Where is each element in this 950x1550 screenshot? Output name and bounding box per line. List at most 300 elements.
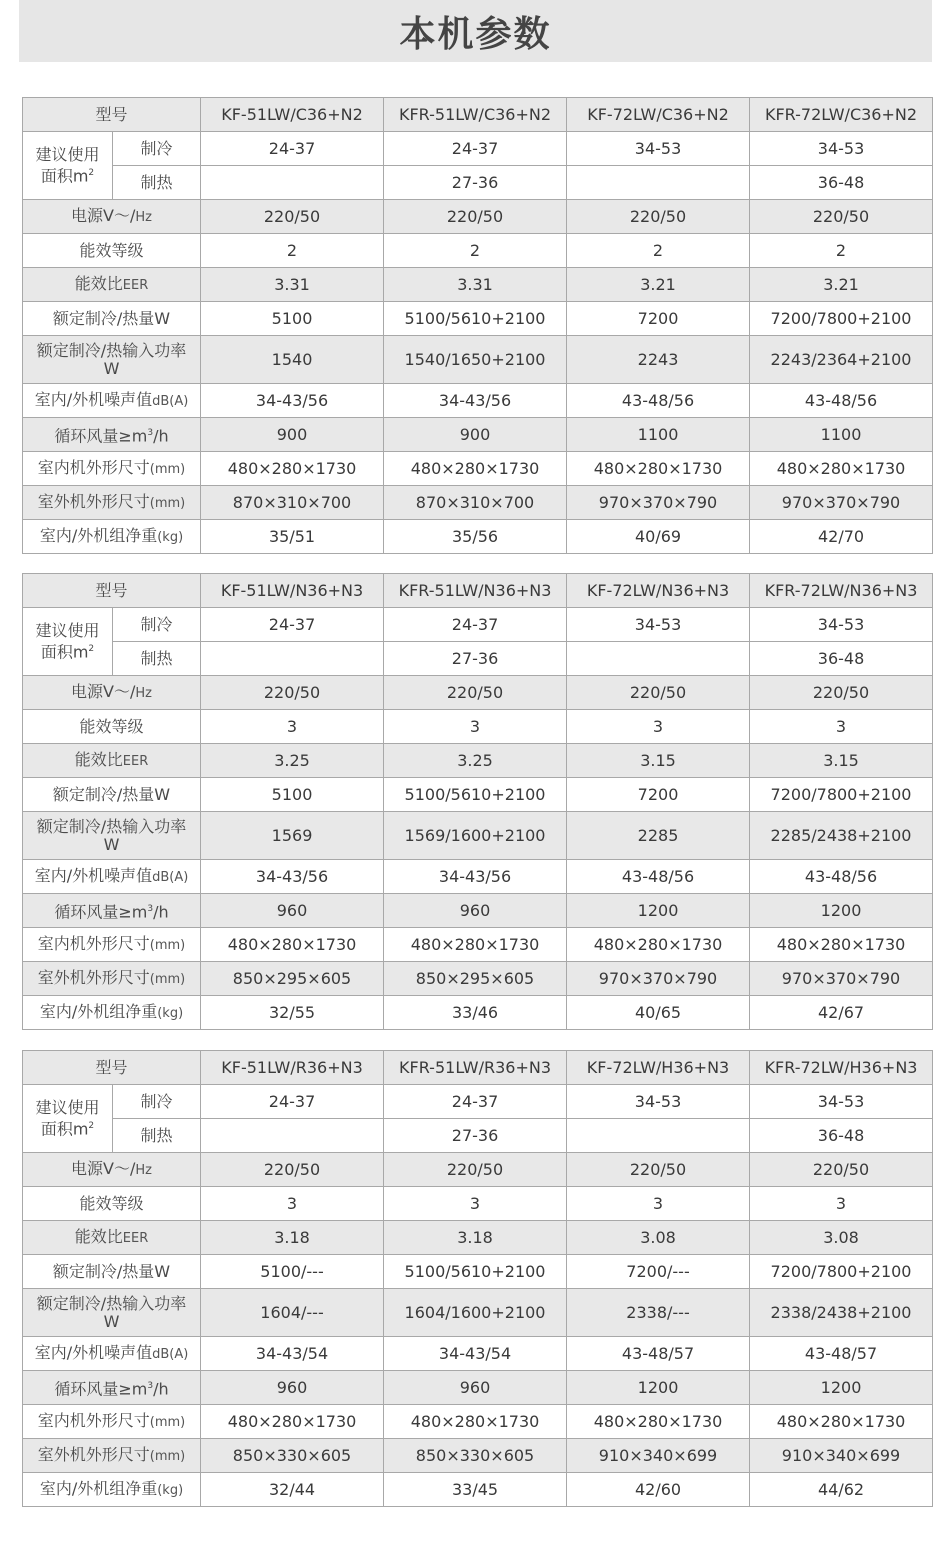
spec-row-eer <box>23 1221 933 1255</box>
value-cell: 1604/--- <box>201 1289 384 1337</box>
value-cell: 7200/7800+2100 <box>750 302 933 336</box>
spec-row-cool <box>23 132 933 166</box>
row-label-input <box>23 1289 201 1337</box>
value-cell: 43-48/56 <box>750 384 933 418</box>
value-cell: 5100 <box>201 302 384 336</box>
row-label-text: 制冷 <box>140 614 173 634</box>
row-label-text: dB(A) <box>152 869 189 885</box>
value-cell: 5100/5610+2100 <box>384 1255 567 1289</box>
value-cell: 36-48 <box>750 642 933 676</box>
row-label-text: (mm) <box>149 1414 186 1430</box>
row-label-noise <box>23 384 201 418</box>
value-cell: 35/51 <box>201 520 384 554</box>
spec-row-input <box>23 812 933 860</box>
value-cell: 220/50 <box>750 676 933 710</box>
value-cell: 33/46 <box>384 996 567 1030</box>
row-label-weight <box>23 1473 201 1507</box>
row-label-text: 面积m <box>40 642 89 662</box>
value-cell: 24-37 <box>384 132 567 166</box>
value-cell: 1200 <box>750 894 933 928</box>
row-label-text: 3 <box>147 903 154 914</box>
value-cell: 2243/2364+2100 <box>750 336 933 384</box>
value-cell: 970×370×790 <box>567 962 750 996</box>
value-cell: 43-48/56 <box>567 860 750 894</box>
value-cell: 220/50 <box>384 1153 567 1187</box>
value-cell: 850×330×605 <box>201 1439 384 1473</box>
value-cell: 35/56 <box>384 520 567 554</box>
row-label-text: 制热 <box>140 648 173 668</box>
row-label-input <box>23 336 201 384</box>
spec-row-indoor <box>23 928 933 962</box>
value-cell: 40/65 <box>567 996 750 1030</box>
value-cell: 480×280×1730 <box>201 452 384 486</box>
spec-row-outdoor <box>23 962 933 996</box>
value-cell: 3 <box>750 710 933 744</box>
value-cell: 970×370×790 <box>750 486 933 520</box>
value-cell: 480×280×1730 <box>750 452 933 486</box>
value-cell: 34-53 <box>567 132 750 166</box>
spec-row-indoor <box>23 452 933 486</box>
value-cell: 480×280×1730 <box>201 928 384 962</box>
row-label-text: 能效等级 <box>79 716 144 736</box>
row-label-text: W <box>103 834 120 854</box>
value-cell: 1569/1600+2100 <box>384 812 567 860</box>
value-cell <box>567 166 750 200</box>
value-cell: 1540/1650+2100 <box>384 336 567 384</box>
row-label-weight <box>23 996 201 1030</box>
spec-row-heat <box>23 1119 933 1153</box>
value-cell: 970×370×790 <box>567 486 750 520</box>
value-cell: 480×280×1730 <box>750 1405 933 1439</box>
value-cell: 970×370×790 <box>750 962 933 996</box>
value-cell: 480×280×1730 <box>384 928 567 962</box>
spec-row-power <box>23 200 933 234</box>
spec-row-grade <box>23 710 933 744</box>
value-cell: 850×330×605 <box>384 1439 567 1473</box>
row-label-text: EER <box>122 1230 149 1246</box>
value-cell: 7200/--- <box>567 1255 750 1289</box>
value-cell: 40/69 <box>567 520 750 554</box>
value-cell: 7200 <box>567 302 750 336</box>
model-row <box>23 574 933 608</box>
row-label-outdoor <box>23 1439 201 1473</box>
row-label-text: 面积m <box>40 166 89 186</box>
row-label-text: 额定制冷/热量 <box>52 784 155 804</box>
row-label-eer <box>23 744 201 778</box>
row-label-text: 型号 <box>95 580 128 600</box>
row-label-noise <box>23 860 201 894</box>
value-cell: 220/50 <box>201 200 384 234</box>
value-cell: 34-53 <box>750 608 933 642</box>
value-cell: 850×295×605 <box>384 962 567 996</box>
row-label-text: 电源V～/ <box>71 681 136 701</box>
value-cell: 1200 <box>567 1371 750 1405</box>
row-label-text: 2 <box>88 1120 95 1131</box>
model-name-cell: KF-72LW/N36+N3 <box>567 574 750 608</box>
model-name-cell: KFR-72LW/N36+N3 <box>750 574 933 608</box>
row-label-text: (mm) <box>149 937 186 953</box>
model-name-cell: KF-72LW/C36+N2 <box>567 98 750 132</box>
row-label-text: 额定制冷/热输入功率 <box>36 340 187 360</box>
model-name-cell: KFR-51LW/N36+N3 <box>384 574 567 608</box>
value-cell: 2285/2438+2100 <box>750 812 933 860</box>
value-cell: 3 <box>567 1187 750 1221</box>
spec-row-grade <box>23 234 933 268</box>
value-cell: 960 <box>384 894 567 928</box>
value-cell: 34-43/54 <box>201 1337 384 1371</box>
model-name-cell: KF-51LW/N36+N3 <box>201 574 384 608</box>
value-cell: 7200/7800+2100 <box>750 1255 933 1289</box>
value-cell: 850×295×605 <box>201 962 384 996</box>
model-name-cell: KF-51LW/C36+N2 <box>201 98 384 132</box>
row-label-text: (mm) <box>149 461 186 477</box>
value-cell: 220/50 <box>201 1153 384 1187</box>
row-label-text: 制热 <box>140 1125 173 1145</box>
value-cell <box>567 1119 750 1153</box>
value-cell: 24-37 <box>384 1085 567 1119</box>
value-cell: 960 <box>201 894 384 928</box>
value-cell: 220/50 <box>201 676 384 710</box>
value-cell: 5100 <box>201 778 384 812</box>
value-cell <box>201 166 384 200</box>
value-cell: 480×280×1730 <box>384 452 567 486</box>
row-label-text: EER <box>122 277 149 293</box>
row-label-text: 室外机外形尺寸 <box>37 1444 150 1464</box>
model-row <box>23 1051 933 1085</box>
row-label-text: 型号 <box>95 1057 128 1077</box>
value-cell: 24-37 <box>201 608 384 642</box>
row-label-text: 制热 <box>140 172 173 192</box>
model-name-cell: KF-51LW/R36+N3 <box>201 1051 384 1085</box>
row-label-power <box>23 676 201 710</box>
value-cell: 910×340×699 <box>750 1439 933 1473</box>
value-cell: 870×310×700 <box>384 486 567 520</box>
value-cell: 870×310×700 <box>201 486 384 520</box>
row-label-grade <box>23 234 201 268</box>
row-label-airflow <box>23 1371 201 1405</box>
value-cell: 2 <box>384 234 567 268</box>
row-label-text: 循环风量≥m <box>54 902 148 922</box>
value-cell: 3.25 <box>201 744 384 778</box>
row-label-grade <box>23 710 201 744</box>
spec-row-weight <box>23 520 933 554</box>
spec-row-cool <box>23 1085 933 1119</box>
spec-row-power <box>23 676 933 710</box>
spec-row-heat <box>23 642 933 676</box>
value-cell: 2 <box>567 234 750 268</box>
value-cell: 480×280×1730 <box>567 928 750 962</box>
row-label-text: W <box>103 1311 120 1331</box>
value-cell: 3.21 <box>567 268 750 302</box>
row-label-text: W <box>154 1261 171 1281</box>
value-cell: 2338/2438+2100 <box>750 1289 933 1337</box>
value-cell: 3.18 <box>201 1221 384 1255</box>
title-bar <box>19 0 932 62</box>
spec-row-cool <box>23 608 933 642</box>
value-cell: 3.18 <box>384 1221 567 1255</box>
row-label-capacity <box>23 1255 201 1289</box>
row-label-text: 能效等级 <box>79 1193 144 1213</box>
spec-row-capacity <box>23 1255 933 1289</box>
row-label-airflow <box>23 894 201 928</box>
value-cell: 3.31 <box>201 268 384 302</box>
spec-row-capacity <box>23 778 933 812</box>
row-label-text: 建议使用 <box>35 144 100 164</box>
value-cell: 5100/5610+2100 <box>384 778 567 812</box>
spec-row-input <box>23 1289 933 1337</box>
spec-row-airflow <box>23 418 933 452</box>
value-cell: 3 <box>201 1187 384 1221</box>
value-cell <box>201 642 384 676</box>
row-label-text: 额定制冷/热输入功率 <box>36 1293 187 1313</box>
value-cell: 34-53 <box>750 132 933 166</box>
spec-row-eer <box>23 268 933 302</box>
value-cell: 36-48 <box>750 166 933 200</box>
value-cell: 7200 <box>567 778 750 812</box>
spec-row-noise <box>23 384 933 418</box>
spec-row-outdoor <box>23 486 933 520</box>
spec-row-capacity <box>23 302 933 336</box>
spec-row-weight <box>23 1473 933 1507</box>
value-cell: 27-36 <box>384 642 567 676</box>
spec-table <box>22 573 933 1030</box>
spec-row-weight <box>23 996 933 1030</box>
spec-row-airflow <box>23 894 933 928</box>
value-cell: 480×280×1730 <box>567 1405 750 1439</box>
value-cell: 34-43/54 <box>384 1337 567 1371</box>
value-cell <box>201 1119 384 1153</box>
value-cell: 42/67 <box>750 996 933 1030</box>
value-cell: 5100/--- <box>201 1255 384 1289</box>
row-label-capacity <box>23 302 201 336</box>
value-cell: 910×340×699 <box>567 1439 750 1473</box>
row-label-outdoor <box>23 486 201 520</box>
value-cell: 32/55 <box>201 996 384 1030</box>
row-label-text: 室外机外形尺寸 <box>37 967 150 987</box>
row-label-text: Hz <box>135 209 152 225</box>
row-label-text: 面积m <box>40 1119 89 1139</box>
value-cell <box>567 642 750 676</box>
row-label-text: 能效等级 <box>79 240 144 260</box>
value-cell: 3.08 <box>750 1221 933 1255</box>
spec-row-power <box>23 1153 933 1187</box>
area-label <box>23 1085 113 1153</box>
row-label-text: 室内/外机组净重 <box>39 1001 158 1021</box>
row-label-text: dB(A) <box>152 1346 189 1362</box>
value-cell: 480×280×1730 <box>567 452 750 486</box>
row-label-text: 3 <box>147 1380 154 1391</box>
row-label-text: 3 <box>147 427 154 438</box>
row-label-eer <box>23 1221 201 1255</box>
value-cell: 24-37 <box>384 608 567 642</box>
row-label-text: 建议使用 <box>35 620 100 640</box>
value-cell: 220/50 <box>384 200 567 234</box>
model-name-cell: KFR-51LW/R36+N3 <box>384 1051 567 1085</box>
value-cell: 42/60 <box>567 1473 750 1507</box>
row-label-weight <box>23 520 201 554</box>
value-cell: 2 <box>201 234 384 268</box>
value-cell: 2 <box>750 234 933 268</box>
value-cell: 480×280×1730 <box>201 1405 384 1439</box>
value-cell: 34-43/56 <box>384 860 567 894</box>
value-cell: 3 <box>384 710 567 744</box>
value-cell: 1569 <box>201 812 384 860</box>
value-cell: 1200 <box>567 894 750 928</box>
row-label-text: 能效比 <box>74 273 123 293</box>
row-label-text: /h <box>153 426 169 446</box>
row-label-text: Hz <box>135 1162 152 1178</box>
value-cell: 34-53 <box>750 1085 933 1119</box>
value-cell: 34-43/56 <box>384 384 567 418</box>
spec-row-airflow <box>23 1371 933 1405</box>
value-cell: 3.08 <box>567 1221 750 1255</box>
spec-row-indoor <box>23 1405 933 1439</box>
row-label-text: 额定制冷/热量 <box>52 1261 155 1281</box>
value-cell: 1100 <box>567 418 750 452</box>
value-cell: 33/45 <box>384 1473 567 1507</box>
value-cell: 220/50 <box>750 1153 933 1187</box>
value-cell: 3 <box>384 1187 567 1221</box>
row-label-input <box>23 812 201 860</box>
row-label-text: 电源V～/ <box>71 1158 136 1178</box>
value-cell: 3.15 <box>567 744 750 778</box>
row-label-text: 制冷 <box>140 138 173 158</box>
value-cell: 220/50 <box>750 200 933 234</box>
value-cell: 34-53 <box>567 608 750 642</box>
value-cell: 42/70 <box>750 520 933 554</box>
value-cell: 3 <box>567 710 750 744</box>
model-name-cell: KFR-72LW/C36+N2 <box>750 98 933 132</box>
row-label-text: 室内机外形尺寸 <box>37 1410 150 1430</box>
value-cell: 3.21 <box>750 268 933 302</box>
value-cell: 2285 <box>567 812 750 860</box>
value-cell: 34-43/56 <box>201 860 384 894</box>
row-label-text: 室内/外机噪声值 <box>34 389 153 409</box>
value-cell: 43-48/56 <box>567 384 750 418</box>
row-label-text: (mm) <box>149 971 186 987</box>
row-label-text: W <box>154 308 171 328</box>
value-cell: 27-36 <box>384 1119 567 1153</box>
value-cell: 43-48/57 <box>750 1337 933 1371</box>
row-label-text: 循环风量≥m <box>54 1379 148 1399</box>
row-label-text: (mm) <box>149 495 186 511</box>
row-label-indoor <box>23 452 201 486</box>
value-cell: 900 <box>201 418 384 452</box>
value-cell: 1604/1600+2100 <box>384 1289 567 1337</box>
value-cell: 43-48/56 <box>750 860 933 894</box>
value-cell: 960 <box>384 1371 567 1405</box>
area-label <box>23 608 113 676</box>
row-label-text: 2 <box>88 643 95 654</box>
spec-row-noise <box>23 1337 933 1371</box>
row-label-text: 循环风量≥m <box>54 426 148 446</box>
row-label-noise <box>23 1337 201 1371</box>
value-cell: 1200 <box>750 1371 933 1405</box>
row-label-text: Hz <box>135 685 152 701</box>
spec-row-outdoor <box>23 1439 933 1473</box>
row-label-text: dB(A) <box>152 393 189 409</box>
row-label-eer <box>23 268 201 302</box>
model-name-cell: KFR-72LW/H36+N3 <box>750 1051 933 1085</box>
row-label-text: W <box>103 358 120 378</box>
row-label-power <box>23 1153 201 1187</box>
row-label-text: 能效比 <box>74 1226 123 1246</box>
row-label-airflow <box>23 418 201 452</box>
row-label-text: 建议使用 <box>35 1097 100 1117</box>
row-label-text: 室内机外形尺寸 <box>37 933 150 953</box>
value-cell: 44/62 <box>750 1473 933 1507</box>
row-label-indoor <box>23 1405 201 1439</box>
value-cell: 220/50 <box>567 200 750 234</box>
spec-row-input <box>23 336 933 384</box>
row-label-text: 室内/外机组净重 <box>39 1478 158 1498</box>
value-cell: 3.25 <box>384 744 567 778</box>
value-cell: 220/50 <box>567 1153 750 1187</box>
spec-row-heat <box>23 166 933 200</box>
value-cell: 1540 <box>201 336 384 384</box>
spec-row-eer <box>23 744 933 778</box>
value-cell: 480×280×1730 <box>384 1405 567 1439</box>
model-row <box>23 98 933 132</box>
row-label-text: 额定制冷/热量 <box>52 308 155 328</box>
value-cell: 32/44 <box>201 1473 384 1507</box>
value-cell: 900 <box>384 418 567 452</box>
value-cell: 3 <box>201 710 384 744</box>
row-label-text: 室内/外机噪声值 <box>34 865 153 885</box>
value-cell: 36-48 <box>750 1119 933 1153</box>
value-cell: 24-37 <box>201 132 384 166</box>
row-label-text: 2 <box>88 167 95 178</box>
value-cell: 5100/5610+2100 <box>384 302 567 336</box>
row-label-text: 室外机外形尺寸 <box>37 491 150 511</box>
row-label-text: (mm) <box>149 1448 186 1464</box>
row-label-text: 额定制冷/热输入功率 <box>36 816 187 836</box>
row-label-grade <box>23 1187 201 1221</box>
row-label-text: 室内/外机组净重 <box>39 525 158 545</box>
row-label-text: (kg) <box>157 529 184 545</box>
value-cell: 34-43/56 <box>201 384 384 418</box>
row-label-text: (kg) <box>157 1005 184 1021</box>
row-label-text: 能效比 <box>74 749 123 769</box>
value-cell: 27-36 <box>384 166 567 200</box>
row-label-text: 室内机外形尺寸 <box>37 457 150 477</box>
value-cell: 960 <box>201 1371 384 1405</box>
value-cell: 2243 <box>567 336 750 384</box>
value-cell: 1100 <box>750 418 933 452</box>
value-cell: 3 <box>750 1187 933 1221</box>
row-label-text: W <box>154 784 171 804</box>
value-cell: 220/50 <box>567 676 750 710</box>
spec-row-grade <box>23 1187 933 1221</box>
value-cell: 3.15 <box>750 744 933 778</box>
value-cell: 480×280×1730 <box>750 928 933 962</box>
area-label <box>23 132 113 200</box>
value-cell: 43-48/57 <box>567 1337 750 1371</box>
row-label-text: (kg) <box>157 1482 184 1498</box>
model-name-cell: KFR-51LW/C36+N2 <box>384 98 567 132</box>
row-label-text: 制冷 <box>140 1091 173 1111</box>
spec-table <box>22 97 933 554</box>
value-cell: 7200/7800+2100 <box>750 778 933 812</box>
page-title: 本机参数 <box>399 13 552 55</box>
value-cell: 3.31 <box>384 268 567 302</box>
row-label-indoor <box>23 928 201 962</box>
spec-table <box>22 1050 933 1507</box>
value-cell: 220/50 <box>384 676 567 710</box>
row-label-text: /h <box>153 902 169 922</box>
value-cell: 34-53 <box>567 1085 750 1119</box>
value-cell: 2338/--- <box>567 1289 750 1337</box>
